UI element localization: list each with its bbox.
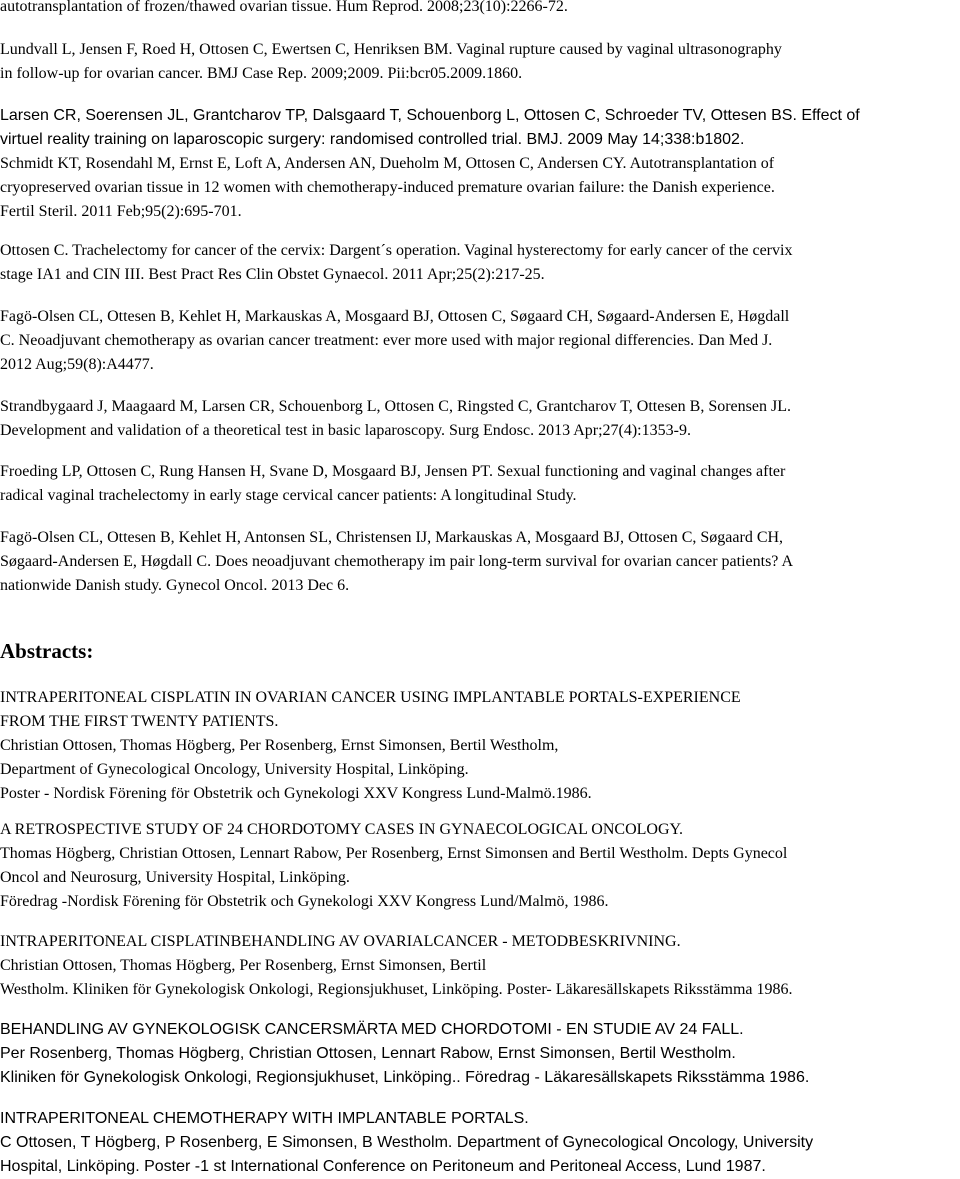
abstract-entry (0, 1107, 813, 1179)
text-line: FROM THE FIRST TWENTY PATIENTS. (0, 713, 279, 730)
text-line: INTRAPERITONEAL CISPLATIN IN OVARIAN CANCER USING IMPLANTABLE PORTALS-EXPERIENCE (0, 689, 741, 706)
text-line: Lundvall L, Jensen F, Roed H, Ottosen C, Ewertsen C, Henriksen BM. Vaginal rupture caused by vaginal ultrasonography (0, 41, 782, 58)
reference-entry (0, 239, 792, 287)
reference-entry (0, 38, 782, 86)
text-line: Kliniken för Gynekologisk Onkologi, Regionsjukhuset, Linköping.. Föredrag - Läkaresällskapets Riksstämma 1986. (0, 1069, 810, 1086)
abstracts-heading: Abstracts: (0, 639, 94, 663)
text-line: BEHANDLING AV GYNEKOLOGISK CANCERSMÄRTA MED CHORDOTOMI - EN STUDIE AV 24 FALL. (0, 1021, 744, 1038)
text-line: Christian Ottosen, Thomas Högberg, Per Rosenberg, Ernst Simonsen, Bertil (0, 957, 487, 974)
reference-entry (0, 526, 793, 598)
text-line: nationwide Danish study. Gynecol Oncol. 2013 Dec 6. (0, 577, 350, 594)
text-line: Föredrag -Nordisk Förening för Obstetrik och Gynekologi XXV Kongress Lund/Malmö, 1986. (0, 893, 609, 910)
text-line: C. Neoadjuvant chemotherapy as ovarian cancer treatment: ever more used with major regional differencies. Dan Med J. (0, 332, 773, 349)
text-line: Fertil Steril. 2011 Feb;95(2):695-701. (0, 203, 242, 220)
abstract-entry (0, 818, 787, 914)
reference-entry (0, 104, 860, 152)
text-line: in follow-up for ovarian cancer. BMJ Case Rep. 2009;2009. Pii:bcr05.2009.1860. (0, 65, 523, 82)
text-line: Poster - Nordisk Förening för Obstetrik och Gynekologi XXV Kongress Lund-Malmö.1986. (0, 785, 592, 802)
text-line: A RETROSPECTIVE STUDY OF 24 CHORDOTOMY CASES IN GYNAECOLOGICAL ONCOLOGY. (0, 821, 683, 838)
abstract-entry (0, 930, 793, 1002)
text-line: INTRAPERITONEAL CISPLATINBEHANDLING AV OVARIALCANCER - METODBESKRIVNING. (0, 933, 681, 950)
text-line: Per Rosenberg, Thomas Högberg, Christian Ottosen, Lennart Rabow, Ernst Simonsen, Bertil Westholm. (0, 1045, 736, 1062)
text-line: Strandbygaard J, Maagaard M, Larsen CR, Schouenborg L, Ottosen C, Ringsted C, Grantcharov T, Ottesen B, Sorensen JL. (0, 398, 791, 415)
text-line: Development and validation of a theoretical test in basic laparoscopy. Surg Endosc. 2013 Apr;27(4):1353-9. (0, 422, 691, 439)
text-line: Thomas Högberg, Christian Ottosen, Lennart Rabow, Per Rosenberg, Ernst Simonsen and Bertil Westholm. Depts Gynecol (0, 845, 788, 862)
text-line: virtuel reality training on laparoscopic surgery: randomised controlled trial. BMJ. 2009 May 14;338:b1802. (0, 131, 745, 148)
text-line: Schmidt KT, Rosendahl M, Ernst E, Loft A, Andersen AN, Dueholm M, Ottosen C, Andersen CY. Autotransplantation of (0, 155, 775, 172)
text-line: Fagö-Olsen CL, Ottesen B, Kehlet H, Antonsen SL, Christensen IJ, Markauskas A, Mosgaard BJ, Ottosen C, Søgaard CH, (0, 529, 784, 546)
text-line: Ottosen C. Trachelectomy for cancer of the cervix: Dargent´s operation. Vaginal hysterectomy for early cancer of the cervix (0, 242, 793, 259)
text-line: C Ottosen, T Högberg, P Rosenberg, E Simonsen, B Westholm. Department of Gynecological Oncology, University (0, 1134, 814, 1151)
reference-entry (0, 152, 775, 224)
text-line: cryopreserved ovarian tissue in 12 women with chemotherapy-induced premature ovarian failure: the Danish experience. (0, 179, 775, 196)
reference-entry (0, 0, 568, 19)
text-line: Oncol and Neurosurg, University Hospital, Linköping. (0, 869, 350, 886)
text-line: Christian Ottosen, Thomas Högberg, Per Rosenberg, Ernst Simonsen, Bertil Westholm, (0, 737, 559, 754)
text-line: Søgaard-Andersen E, Høgdall C. Does neoadjuvant chemotherapy im pair long-term survival for ovarian cancer patients? A (0, 553, 794, 570)
abstract-entry (0, 686, 741, 806)
reference-entry (0, 395, 791, 443)
reference-entry (0, 460, 785, 508)
text-line: INTRAPERITONEAL CHEMOTHERAPY WITH IMPLANTABLE PORTALS. (0, 1110, 529, 1127)
text-line: Larsen CR, Soerensen JL, Grantcharov TP, Dalsgaard T, Schouenborg L, Ottosen C, Schroeder TV, Ottesen BS. Effect of (0, 107, 860, 124)
text-line: Hospital, Linköping. Poster -1 st International Conference on Peritoneum and Peritoneal Access, Lund 1987. (0, 1158, 766, 1175)
text-line: Froeding LP, Ottosen C, Rung Hansen H, Svane D, Mosgaard BJ, Jensen PT. Sexual functioning and vaginal changes after (0, 463, 786, 480)
abstract-entry (0, 1018, 809, 1090)
text-line: 2012 Aug;59(8):A4477. (0, 356, 154, 373)
reference-entry (0, 305, 789, 377)
text-line: stage IA1 and CIN III. Best Pract Res Clin Obstet Gynaecol. 2011 Apr;25(2):217-25. (0, 266, 545, 283)
text-line: Department of Gynecological Oncology, University Hospital, Linköping. (0, 761, 469, 778)
text-line: Fagö-Olsen CL, Ottesen B, Kehlet H, Markauskas A, Mosgaard BJ, Ottosen C, Søgaard CH, Søgaard-Andersen E, Høgdall (0, 308, 790, 325)
text-line: autotransplantation of frozen/thawed ovarian tissue. Hum Reprod. 2008;23(10):2266-72. (0, 0, 568, 15)
text-line: radical vaginal trachelectomy in early stage cervical cancer patients: A longitudinal Study. (0, 487, 577, 504)
text-line: Westholm. Kliniken för Gynekologisk Onkologi, Regionsjukhuset, Linköping. Poster- Läkaresällskapets Riksstämma 1986. (0, 981, 793, 998)
